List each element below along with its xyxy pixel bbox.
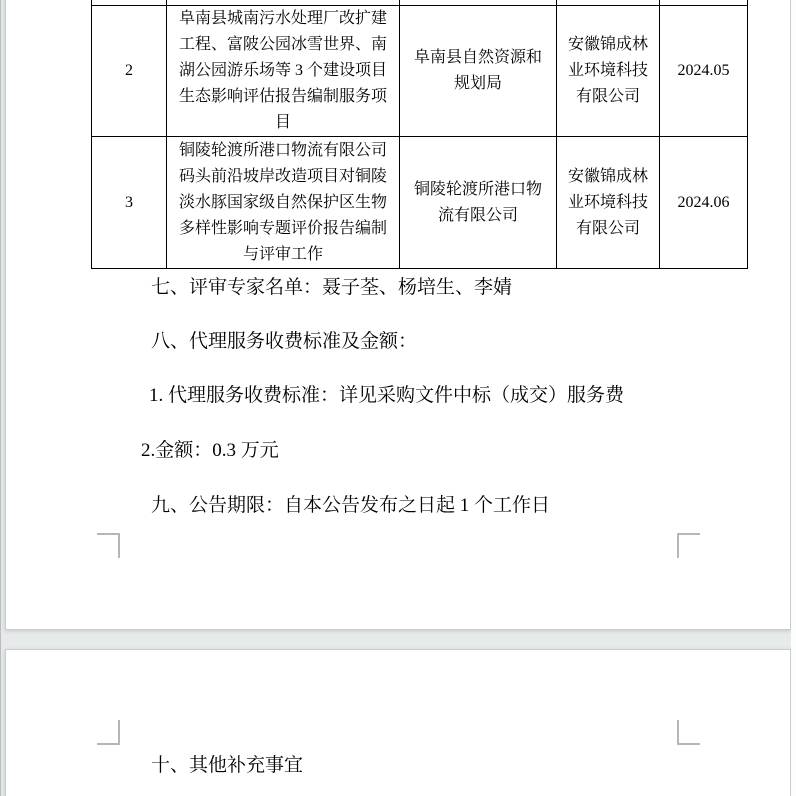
cell-agency: 安徽锦成林业环境科技有限公司 <box>557 6 660 137</box>
cell-agency: 安徽锦成林业环境科技有限公司 <box>557 137 660 269</box>
page-1 <box>5 0 791 630</box>
paragraph-other-matters: 十、其他补充事宜 <box>151 755 304 776</box>
table-row <box>92 137 748 269</box>
award-table <box>91 0 748 269</box>
cell-purchaser: 阜南县自然资源和规划局 <box>400 6 557 137</box>
text-boundary-mark-bottom-right <box>677 533 700 558</box>
text-boundary-mark-top-right <box>677 720 700 745</box>
text-boundary-mark-top-left <box>97 720 120 745</box>
cell-project-name: 铜陵轮渡所港口物流有限公司码头前沿坡岸改造项目对铜陵淡水豚国家级自然保护区生物多样性影响专题评价报告编制与评审工作 <box>167 137 400 269</box>
paragraph-fee-amount: 2.金额：0.3 万元 <box>141 440 279 461</box>
paragraph-expert-list: 七、评审专家名单：聂子荃、杨培生、李婧 <box>151 277 513 298</box>
cell-project-name: 阜南县城南污水处理厂改扩建工程、富陂公园冰雪世界、南湖公园游乐场等 3 个建设项目生态影响评估报告编制服务项目 <box>167 6 400 137</box>
cell-row-number: 2 <box>92 6 167 137</box>
cell-date: 2024.05 <box>660 6 748 137</box>
page-2 <box>5 649 791 796</box>
text-boundary-mark-bottom-left <box>97 533 120 558</box>
paragraph-notice-period: 九、公告期限：自本公告发布之日起 1 个工作日 <box>151 495 551 516</box>
paragraph-fees-heading: 八、代理服务收费标准及金额： <box>151 331 418 352</box>
paragraph-fee-standard: 1. 代理服务收费标准：详见采购文件中标（成交）服务费 <box>149 385 625 406</box>
cell-date: 2024.06 <box>660 137 748 269</box>
cell-row-number: 3 <box>92 137 167 269</box>
cell-purchaser: 铜陵轮渡所港口物流有限公司 <box>400 137 557 269</box>
table-row <box>92 6 748 137</box>
